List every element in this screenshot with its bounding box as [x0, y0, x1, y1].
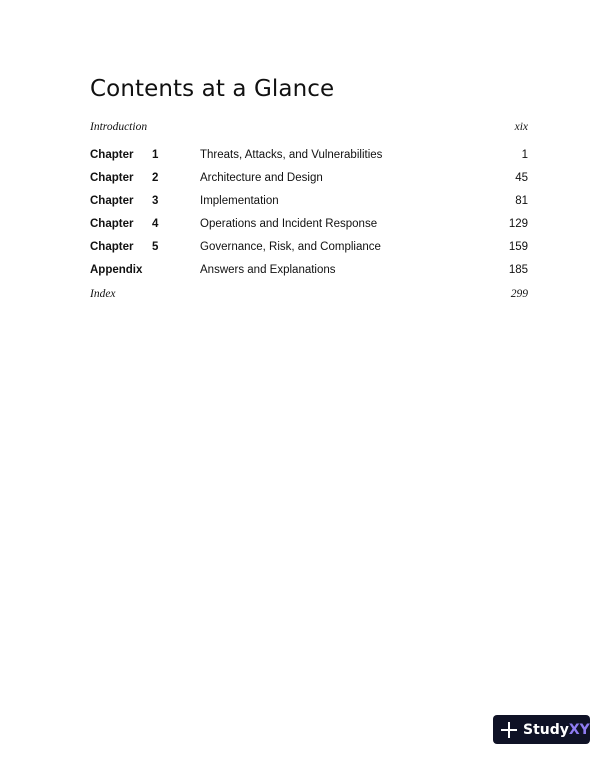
- toc-title: Threats, Attacks, and Vulnerabilities: [200, 149, 383, 161]
- page-title: Contents at a Glance: [90, 76, 335, 102]
- toc-chapter-number: 1: [152, 149, 159, 161]
- toc-row-appendix[interactable]: [90, 264, 528, 280]
- toc-page: xix: [514, 121, 528, 133]
- toc-label: Chapter: [90, 241, 134, 253]
- toc-title: Governance, Risk, and Compliance: [200, 241, 381, 253]
- toc-row-chapter-2[interactable]: [90, 172, 528, 188]
- toc-page: 299: [510, 288, 528, 300]
- toc-row-chapter-1[interactable]: [90, 149, 528, 165]
- toc-page: 129: [508, 218, 528, 230]
- toc-row-index[interactable]: [90, 288, 528, 304]
- toc-label: Index: [90, 288, 116, 300]
- toc-row-chapter-5[interactable]: [90, 241, 528, 257]
- toc-chapter-number: 2: [152, 172, 159, 184]
- plus-icon: [501, 722, 517, 738]
- toc-row-chapter-3[interactable]: [90, 195, 528, 211]
- toc-title: Implementation: [200, 195, 279, 207]
- toc-label: Chapter: [90, 218, 134, 230]
- toc-page: 159: [508, 241, 528, 253]
- toc-label: Chapter: [90, 195, 134, 207]
- toc-page: 1: [521, 149, 528, 161]
- toc-row-chapter-4[interactable]: [90, 218, 528, 234]
- toc-chapter-number: 4: [152, 218, 159, 230]
- toc-chapter-number: 3: [152, 195, 159, 207]
- toc-page: 45: [515, 172, 528, 184]
- toc-label: Introduction: [90, 121, 148, 133]
- logo-text-study: Study: [523, 721, 569, 738]
- toc-title: Operations and Incident Response: [200, 218, 378, 230]
- logo-text: [523, 722, 590, 738]
- logo-text-xy: XY: [568, 721, 590, 738]
- toc-label: Chapter: [90, 172, 134, 184]
- toc-title: Answers and Explanations: [200, 264, 336, 276]
- studyxy-logo: [493, 715, 590, 744]
- toc-title: Architecture and Design: [200, 172, 323, 184]
- toc-page: 81: [515, 195, 528, 207]
- toc-label: Appendix: [90, 264, 143, 276]
- toc-row-introduction[interactable]: [90, 121, 528, 137]
- toc-page: 185: [508, 264, 528, 276]
- toc-label: Chapter: [90, 149, 134, 161]
- toc-chapter-number: 5: [152, 241, 159, 253]
